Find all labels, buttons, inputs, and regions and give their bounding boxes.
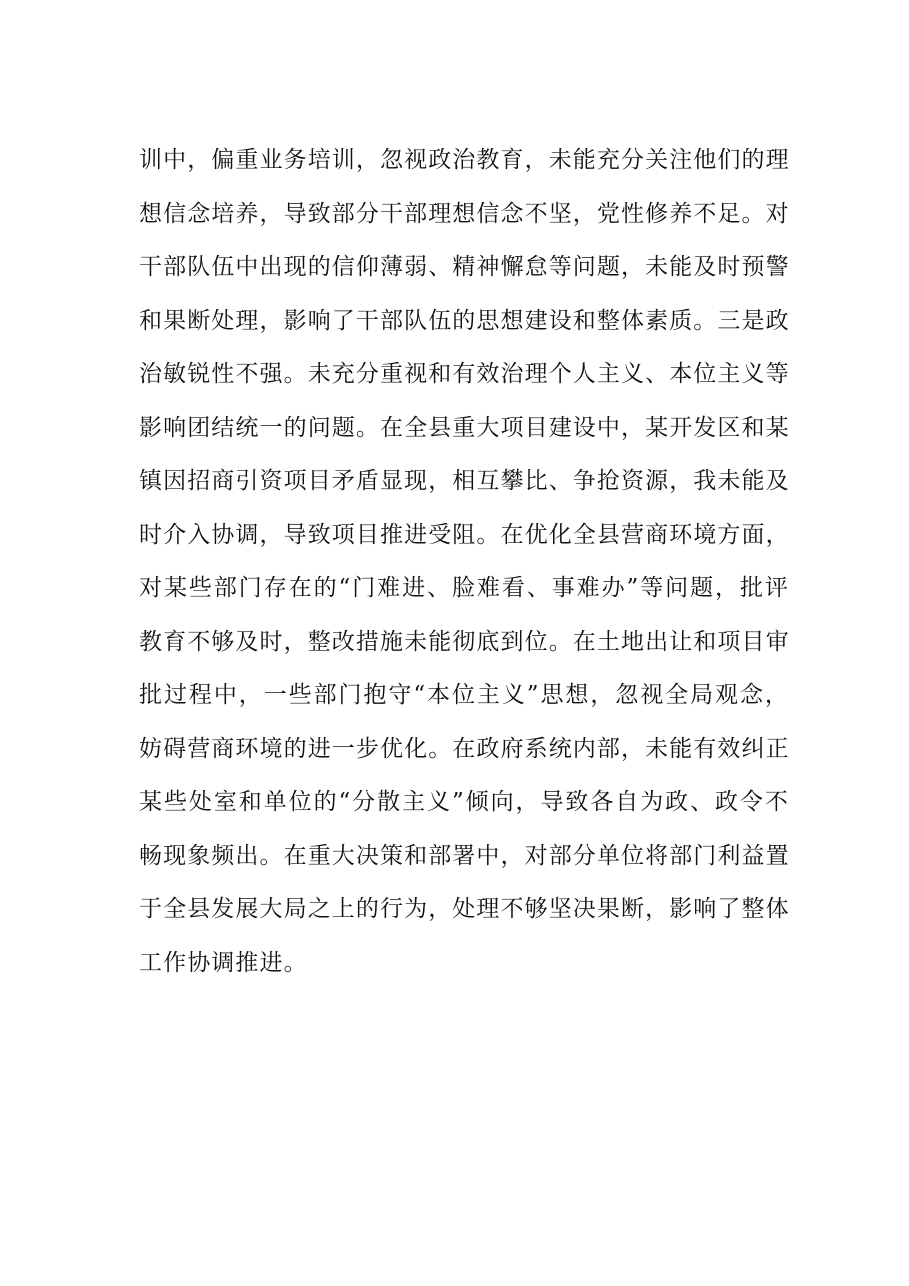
text-line-15: 于全县发展大局之上的行为，处理不够坚决果断，影响了整体 [139,896,790,922]
body-paragraph [139,140,789,996]
text-line-14: 畅现象频出。在重大决策和部署中，对部分单位将部门利益置 [139,842,790,869]
text-line-5: 治敏锐性不强。未充分重视和有效治理个人主义、本位主义等 [139,361,790,387]
text-line-1: 训中，偏重业务培训，忽视政治教育，未能充分关注他们的理 [139,147,790,173]
text-line-9: 对某些部门存在的“门难进、脸难看、事难办”等问题，批评 [139,575,789,601]
text-line-11: 批过程中，一些部门抱守“本位主义”思想，忽视全局观念， [139,682,789,708]
text-line-2: 想信念培养，导致部分干部理想信念不坚，党性修养不足。对 [139,200,790,227]
text-line-10: 教育不够及时，整改措施未能彻底到位。在土地出让和项目审 [139,628,790,655]
text-line-7: 镇因招商引资项目矛盾显现，相互攀比、争抢资源，我未能及 [139,468,790,494]
text-line-13: 某些处室和单位的“分散主义”倾向，导致各自为政、政令不 [139,789,789,815]
text-line-8: 时介入协调，导致项目推进受阻。在优化全县营商环境方面， [139,521,790,548]
text-line-16: 工作协调推进。 [139,949,308,976]
text-line-6: 影响团结统一的问题。在全县重大项目建设中，某开发区和某 [139,414,790,441]
text-line-3: 干部队伍中出现的信仰薄弱、精神懈怠等问题，未能及时预警 [139,254,790,280]
text-line-4: 和果断处理，影响了干部队伍的思想建设和整体素质。三是政 [139,307,790,334]
text-line-12: 妨碍营商环境的进一步优化。在政府系统内部，未能有效纠正 [139,735,790,762]
